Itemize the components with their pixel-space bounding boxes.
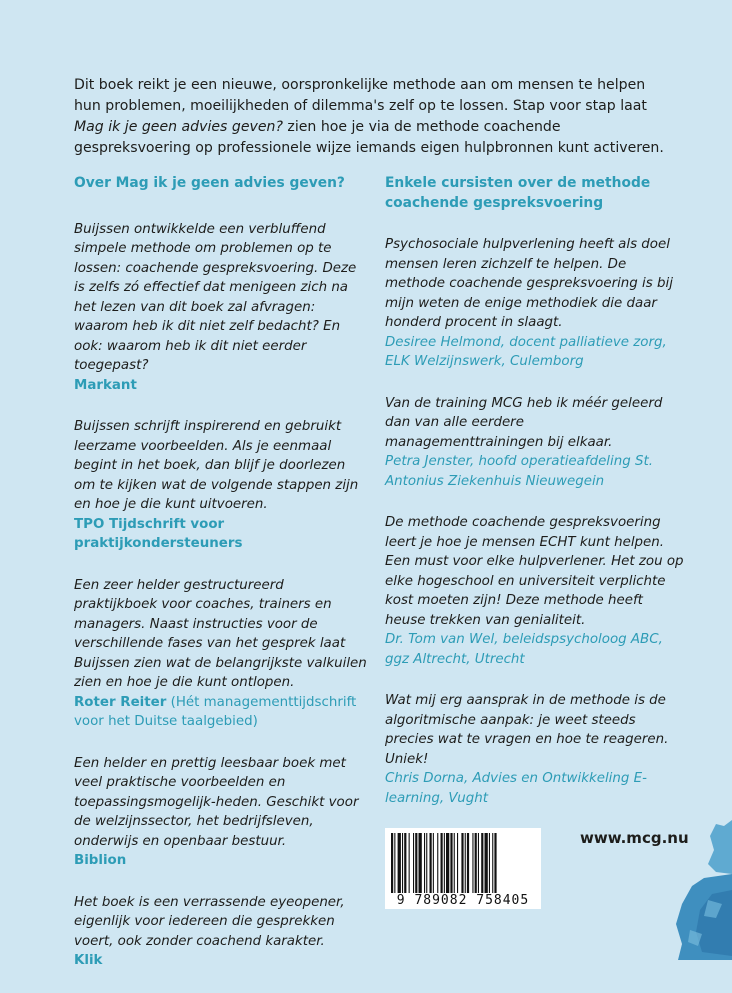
left-heading: Over Mag ik je geen advies geven? (74, 175, 345, 191)
review-text: Een helder en prettig leesbaar boek met veel praktische voorbeelden en toepassingsmogelijk-heden. Geschikt voor de welzijnssector, het bedrijfsleven, onderwijs en openbaar bestuur. (74, 755, 359, 849)
barcode-isbn: 9 789082 758405 (385, 893, 541, 908)
review-text: Buijssen ontwikkelde een verbluffend simpele methode om problemen op te lossen: coachende gespreksvoering. Deze is zelfs zó effectief dat menigeen zich na het lezen van dit boek zal afvragen: waarom heb ik dit niet zelf bedacht? En ook: waarom heb ik dit niet eerder toegepast? (74, 221, 357, 373)
student-review (385, 235, 685, 372)
review-source: Biblion (74, 853, 127, 868)
review-source: Klik (74, 953, 103, 968)
barcode (385, 828, 541, 909)
intro-paragraph (74, 75, 674, 159)
intro-book-title: Mag ik je geen advies geven? (74, 119, 283, 135)
review-source: Desiree Helmond, docent palliatieve zorg, ELK Welzijnswerk, Culemborg (385, 334, 667, 369)
press-review (74, 417, 370, 554)
review-source-line (74, 693, 370, 732)
website-url: www.mcg.nu (580, 829, 689, 847)
review-text: De methode coachende gespreksvoering leert je hoe je mensen ECHT kunt helpen. Een must voor elke hulpverlener. Het zou op elke hogeschool en universiteit verplichte kost moeten zijn! Deze methode heeft heuse trekken van genialiteit. (385, 515, 684, 628)
review-source: Petra Jenster, hoofd operatieafdeling St. Antonius Ziekenhuis Nieuwegein (385, 454, 654, 489)
review-text: Psychosociale hulpverlening heeft als doel mensen leren zichzelf te helpen. De methode coachende gespreksvoering is bij mijn weten de enige methodiek die daar honderd procent in slaagt. (385, 237, 673, 330)
review-source: Markant (74, 377, 137, 393)
watercolor-decoration (612, 820, 732, 960)
press-review (74, 893, 370, 971)
student-review (385, 394, 685, 492)
review-source: Dr. Tom van Wel, beleidspsycholoog ABC, ggz Altrecht, Utrecht (385, 632, 663, 667)
student-review (385, 513, 685, 669)
right-heading: Enkele cursisten over de methode coachende gespreksvoering (385, 175, 651, 211)
student-review (385, 691, 685, 808)
intro-text-before: Dit boek reikt je een nieuwe, oorspronkelijke methode aan om mensen te helpen hun problemen, moeilijkheden of dilemma's zelf op te lossen. Stap voor stap laat (74, 77, 647, 114)
barcode-bars (385, 828, 541, 894)
review-text: Een zeer helder gestructureerd praktijkboek voor coaches, trainers en managers. Naast instructies voor de verschillende fases van het gesprek laat Buijssen zien wat de belangrijkste valkuilen zien en hoe je die kunt ontlopen. (74, 577, 367, 690)
review-text: Het boek is een verrassende eyeopener, eigenlijk voor iedereen die gesprekken voert, ook zonder coachend karakter. (74, 894, 345, 949)
left-column (74, 174, 370, 993)
review-text: Wat mij erg aansprak in de methode is de algoritmische aanpak: je weet steeds precies wat te vragen en hoe te reageren. Uniek! (385, 693, 669, 767)
intro-text-after: zien hoe je via de methode coachende gespreksvoering op professionele wijze iemands eigen hulpbronnen kunt activeren. (74, 119, 664, 156)
review-text: Buijssen schrijft inspirerend en gebruikt leerzame voorbeelden. Als je eenmaal begint in het boek, dan blijf je doorlezen om te kijken wat de volgende stappen zijn en hoe je die kunt uitvoeren. (74, 419, 359, 512)
right-column (385, 174, 685, 830)
review-source-detail: (Hét managementtijdschrift voor het Duitse taalgebied) (74, 694, 357, 729)
review-source: Roter Reiter (74, 694, 167, 710)
review-text: Van de training MCG heb ik méér geleerd dan van alle eerdere managementtrainingen bij elkaar. (385, 395, 663, 450)
press-review (74, 576, 370, 732)
review-source: TPO Tijdschrift voor praktijkondersteuners (74, 516, 243, 551)
press-review (74, 220, 370, 396)
press-review (74, 754, 370, 871)
review-source: Chris Dorna, Advies en Ontwikkeling E-learning, Vught (385, 771, 647, 806)
